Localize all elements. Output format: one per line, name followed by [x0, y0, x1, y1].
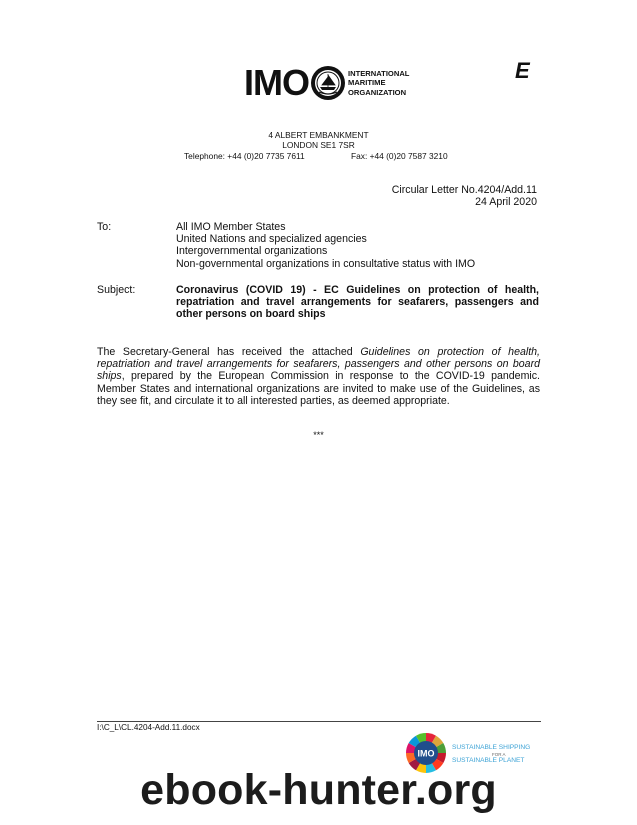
- org-name-line-3: ORGANIZATION: [348, 87, 407, 97]
- telephone: Telephone: +44 (0)20 7735 7611: [184, 151, 305, 161]
- circular-reference: Circular Letter No.4204/Add.11: [391, 184, 537, 196]
- file-path: I:\C_L\CL.4204-Add.11.docx: [97, 723, 200, 732]
- ss-logo-wordmark: IMO: [417, 748, 435, 759]
- address-street: 4 ALBERT EMBANKMENT: [268, 130, 369, 140]
- imo-emblem-icon: [310, 65, 346, 101]
- body-paragraph: [97, 346, 540, 407]
- org-name-line-1: INTERNATIONAL: [348, 69, 410, 78]
- body-rest: , prepared by the European Commission in response to the COVID-19 pandemic. Member States and international organizations are invited to make use of the Guidelines, as they see fit, and circulate it to all interested parties, as deemed appropriate.: [97, 370, 540, 407]
- to-label: To:: [97, 221, 112, 233]
- subject-label: Subject:: [97, 284, 136, 296]
- imo-wordmark: IMO: [244, 62, 309, 103]
- circular-date: 24 April 2020: [475, 196, 537, 208]
- body-intro: The Secretary-General has received the attached: [97, 346, 361, 358]
- recipient-item: Intergovernmental organizations: [176, 245, 328, 258]
- recipient-item: Non-governmental organizations in consultative status with IMO: [176, 257, 476, 270]
- subject-text: Coronavirus (COVID 19) - EC Guidelines on protection of health, repatriation and travel arrangements for seafarers, passengers and other persons on board ships: [176, 284, 539, 321]
- language-marker: E: [515, 58, 530, 83]
- recipient-item: All IMO Member States: [176, 221, 286, 233]
- ss-line-3: SUSTAINABLE PLANET: [452, 757, 525, 764]
- org-name: [348, 69, 409, 97]
- guideline-title: Guidelines on protection of health, repatriation and travel arrangements for seafarers, passengers and other persons on board ships: [97, 346, 540, 383]
- footer-divider: [97, 721, 541, 722]
- org-name-line-2: MARITIME: [348, 78, 386, 88]
- imo-logo: [244, 64, 414, 102]
- ss-tagline: [452, 744, 530, 765]
- recipient-list: [176, 221, 536, 270]
- section-separator: ***: [313, 430, 324, 440]
- recipient-item: United Nations and specialized agencies: [176, 233, 367, 246]
- fax: Fax: +44 (0)20 7587 3210: [351, 151, 448, 161]
- ss-line-2: FOR A: [492, 752, 506, 757]
- ss-line-1: SUSTAINABLE SHIPPING: [452, 744, 531, 751]
- watermark: ebook-hunter.org: [140, 766, 497, 814]
- address-city: LONDON SE1 7SR: [282, 140, 355, 150]
